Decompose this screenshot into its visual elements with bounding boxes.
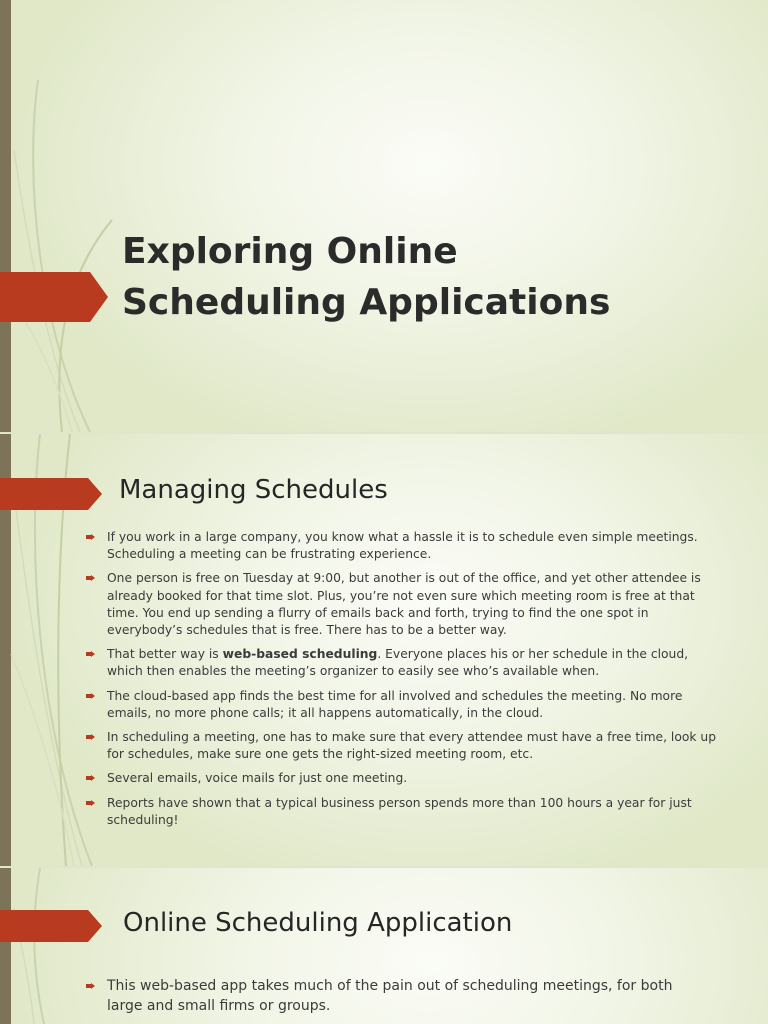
right-arrow-bullet-icon [86,734,95,740]
slide-managing-schedules [0,434,768,866]
slide-title-heading [122,226,722,328]
decorative-swirl-lines [0,0,140,432]
right-arrow-bullet-icon [86,575,95,581]
heading-ribbon [0,910,104,942]
list-item [86,770,726,787]
list-item [86,646,726,680]
title-line-1: Exploring Online [122,231,458,272]
slide-online-scheduling-application [0,868,768,1024]
slide-heading: Managing Schedules [119,475,388,505]
right-arrow-bullet-icon [86,775,95,781]
bullet-text: In scheduling a meeting, one has to make sure that every attendee must have a free time, look up for schedules, make sure one gets the right-sized meeting room, etc. [107,730,717,762]
bullet-text: Reports have shown that a typical business person spends more than 100 hours a year for just scheduling! [107,795,692,827]
bullet-text-post: . Everyone places his or her schedule in the cloud, which then enables the meeting’s organizer to easily see who’s available when. [107,647,689,679]
bullet-text: This web-based app takes much of the pain out of scheduling meetings, for both large and small firms or groups. [107,978,673,1014]
slide-heading: Online Scheduling Application [123,908,513,938]
bullet-list [86,529,726,836]
bullet-list [86,976,706,1016]
right-arrow-bullet-icon [86,800,95,806]
bullet-text-pre: That better way is [107,647,223,662]
heading-ribbon [0,478,104,510]
bullet-text: The cloud-based app finds the best time for all involved and schedules the meeting. No more emails, no more phone calls; it all happens automatically, in the cloud. [107,688,683,720]
list-item [86,729,726,763]
right-arrow-bullet-icon [86,693,95,699]
bullet-text: Several emails, voice mails for just one meeting. [107,771,408,786]
right-arrow-bullet-icon [86,983,95,989]
right-arrow-bullet-icon [86,534,95,540]
right-arrow-bullet-icon [86,651,95,657]
list-item [86,570,726,639]
bullet-text: One person is free on Tuesday at 9:00, but another is out of the office, and yet other attendee is already booked for that time slot. Plus, you’re not even sure which meeting room is free at that time. You end up sending a flurry of emails back and forth, trying to find the one spot in everybody’s schedules that is free. There has to be a better way. [107,571,701,638]
list-item [86,688,726,722]
bullet-text: If you work in a large company, you know what a hassle it is to schedule even simple meetings. Scheduling a meeting can be frustrating experience. [107,530,698,562]
bullet-bold-term: web-based scheduling [222,647,378,662]
title-ribbon [0,272,110,322]
slide-title [0,0,768,432]
list-item [86,976,706,1016]
list-item [86,795,726,829]
title-line-2: Scheduling Applications [122,282,611,323]
list-item [86,529,726,563]
